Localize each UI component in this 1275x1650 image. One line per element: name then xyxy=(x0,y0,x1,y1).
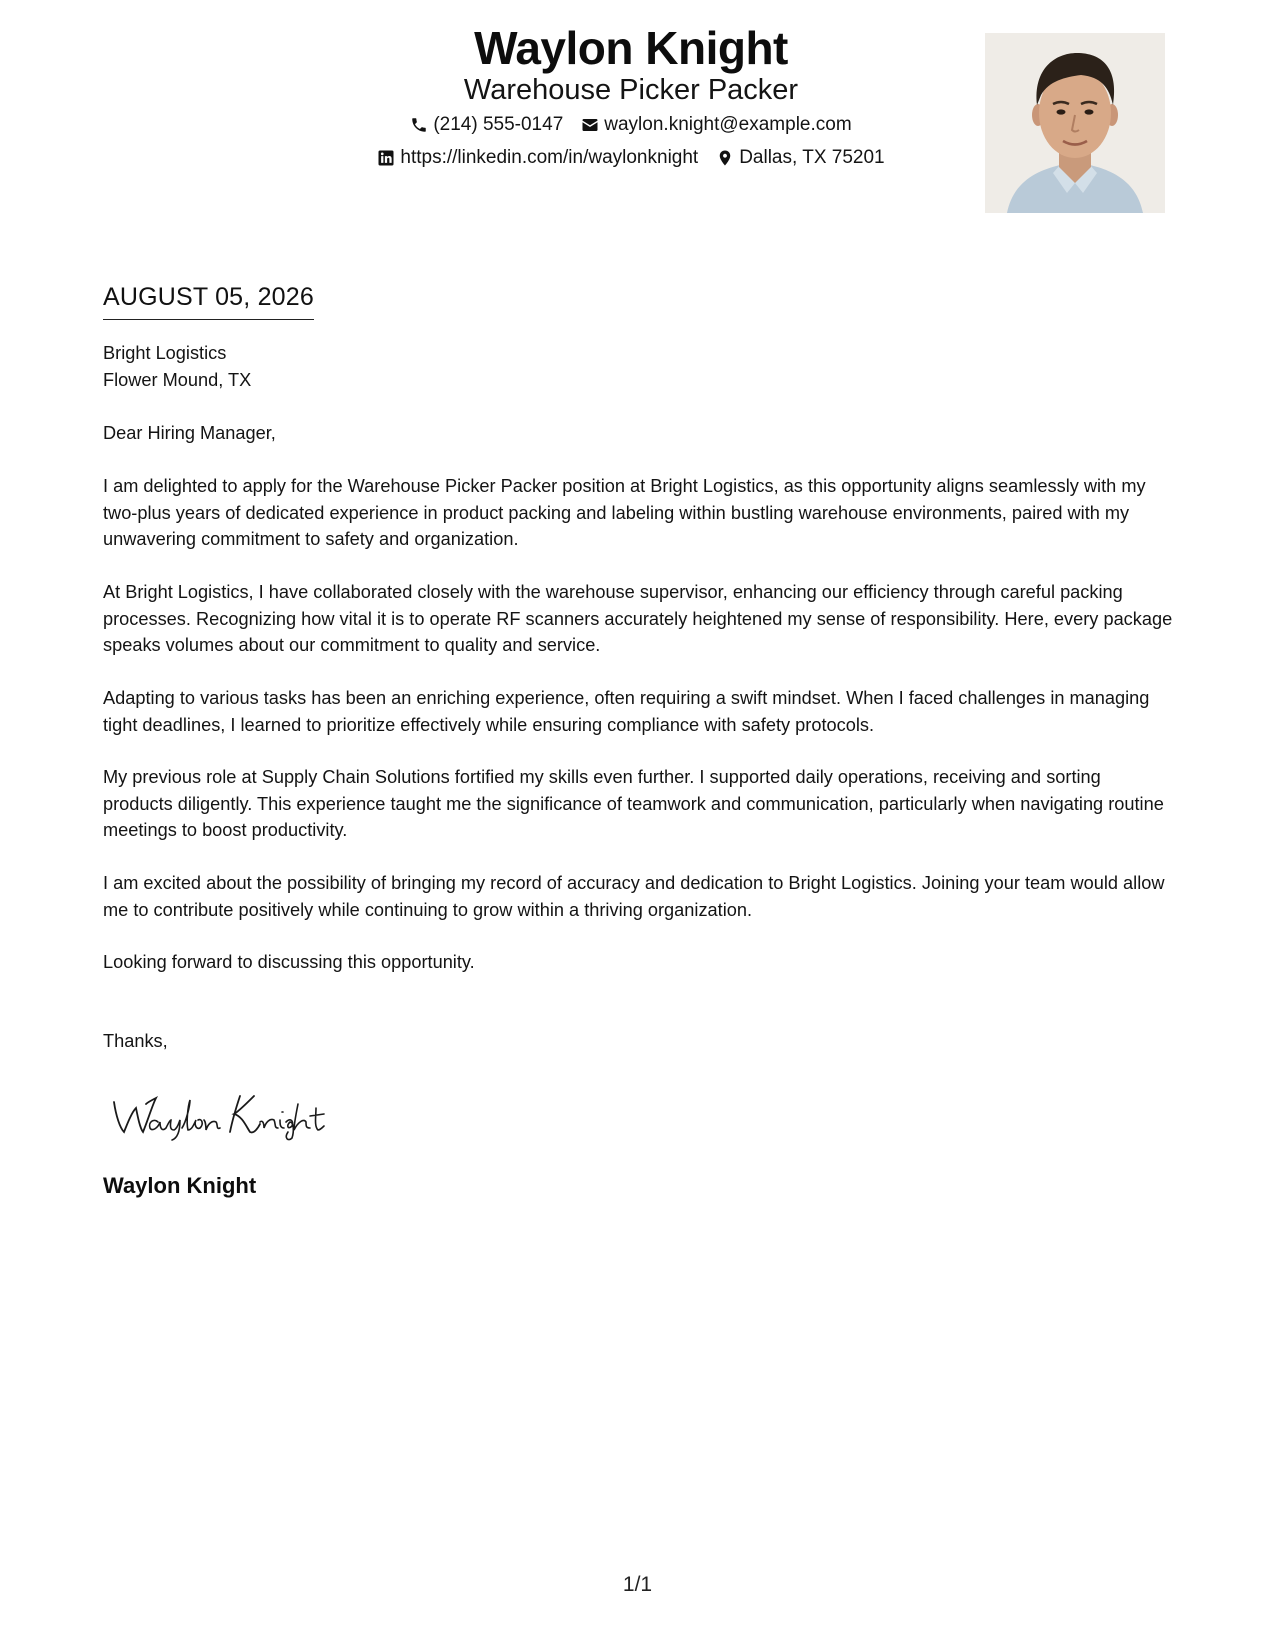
letter-header xyxy=(0,0,1275,230)
body-paragraph: Adapting to various tasks has been an enriching experience, often requiring a swift mindset. When I faced challenges in managing tight deadlines, I learned to prioritize effectively while ensuring compliance with safety protocols. xyxy=(103,688,1150,735)
email-icon xyxy=(581,116,599,134)
phone-number: (214) 555-0147 xyxy=(433,114,564,135)
handwritten-signature xyxy=(108,1082,358,1142)
body-paragraph: My previous role at Supply Chain Solutions fortified my skills even further. I supported daily operations, receiving and sorting products diligently. This experience taught me the significance of teamwork and communication, particularly when navigating routine meetings to boost productivity. xyxy=(103,767,1164,840)
location-text: Dallas, TX 75201 xyxy=(739,147,885,168)
email-address: waylon.knight@example.com xyxy=(604,114,852,135)
applicant-photo xyxy=(985,33,1165,213)
body-paragraph: I am delighted to apply for the Warehouse Picker Packer position at Bright Logistics, as this opportunity aligns seamlessly with my two-plus years of dedicated experience in product packing and labeling within bustling warehouse environments, paired with my unwavering commitment to safety and organization. xyxy=(103,476,1146,549)
body-paragraph: Looking forward to discussing this opportunity. xyxy=(103,952,475,972)
body-paragraph: I am excited about the possibility of bringing my record of accuracy and dedication to Bright Logistics. Joining your team would allow me to contribute positively while continuing to grow within a thriving organization. xyxy=(103,873,1165,920)
recipient-location: Flower Mound, TX xyxy=(103,369,252,390)
body-paragraph: At Bright Logistics, I have collaborated closely with the warehouse supervisor, enhancing our efficiency through careful packing processes. Recognizing how vital it is to operate RF scanners accurately heightened my sense of responsibility. Here, every package speaks volumes about our commitment to quality and service. xyxy=(103,582,1173,655)
greeting: Dear Hiring Manager, xyxy=(103,423,276,443)
contact-location xyxy=(716,146,884,170)
letter-date: AUGUST 05, 2026 xyxy=(103,282,314,320)
signer-name: Waylon Knight xyxy=(103,1173,257,1198)
contact-linkedin xyxy=(377,146,698,170)
linkedin-icon xyxy=(377,149,395,167)
contact-phone xyxy=(410,113,563,137)
applicant-name: Waylon Knight xyxy=(474,22,788,74)
recipient-block xyxy=(103,340,1173,393)
applicant-job-title: Warehouse Picker Packer xyxy=(463,74,799,106)
linkedin-url: https://linkedin.com/in/waylonknight xyxy=(400,147,699,168)
location-pin-icon xyxy=(716,149,734,167)
page-number: 1/1 xyxy=(622,1573,653,1596)
recipient-company: Bright Logistics xyxy=(103,343,227,363)
closing-line: Thanks, xyxy=(103,1031,168,1051)
contact-email xyxy=(581,113,851,137)
phone-icon xyxy=(410,116,428,134)
